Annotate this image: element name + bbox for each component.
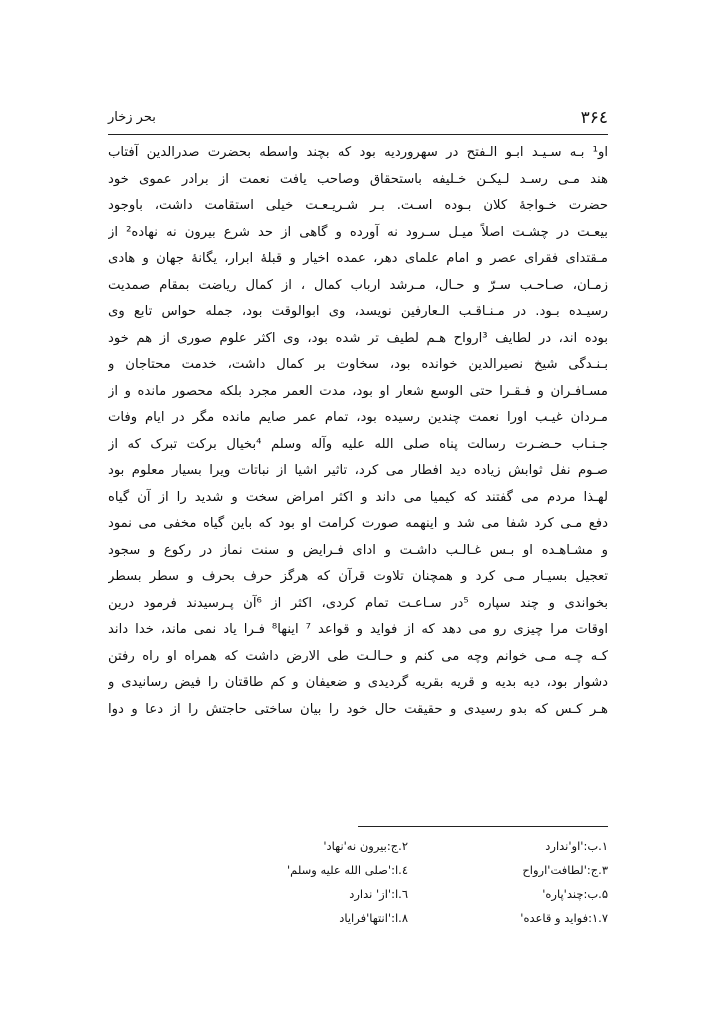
- text-line: حضرت خـواجهٔ کلان بـوده اسـت. بـر شـریـعـت خیلی استقامت داشت، باوجود: [108, 198, 608, 213]
- footnote-row: [108, 906, 608, 930]
- text-line: لهـذا مردم می گفتند که کیمیا می داند و اکثر امراض سخت و شدید را از آن گیاه: [108, 489, 608, 505]
- header-rule: [108, 134, 608, 135]
- text-line: بـنـدگی شیخ نصیرالدین خوانده بود، سخاوت بر کمال داشت، خدمت محتاجان و: [108, 357, 608, 372]
- text-line: هـر کـس که بدو رسیدی و حقیقت حال خود را بیان ساختی حاجتش را از دعا و دوا: [108, 701, 608, 717]
- text-line: مـقتدای فقرای عصر و امام علمای دهر، عمده اخیار و قبلهٔ ابرار، یگانهٔ جهان و هادی: [108, 251, 608, 266]
- text-line: او¹ بـه سـیـد ابـو الـفتح در سهروردیه بود که بچند واسطه بحضرت صدرالدین آفتاب: [108, 145, 608, 160]
- footnote: ۳.ج:'لطافت'ارواح: [522, 863, 608, 877]
- footnote: ۲.ج:بیرون نه'نهاد': [323, 839, 408, 853]
- footnote: ۱.ب:'او'ندارد: [545, 839, 608, 853]
- footnote-row: [108, 834, 608, 858]
- text-line: صـوم نفل ثوابش زیاده دید افطار می کرد، تاثیر اشیا از نباتات ویرا بسیار معلوم بود: [108, 463, 608, 478]
- footnote: ۵.ب:چند'پاره': [542, 887, 608, 901]
- text-line: تعجیل بسیـار مـی کرد و همچنان تلاوت قرآن که هرگز حرف بحرف و سطر بسطر: [108, 569, 608, 584]
- text-line: اوقات مرا چیزی رو می دهد که از فواید و قواعد ⁷ اینها⁸ فـرا یاد نمی ماند، خدا داند: [108, 622, 608, 637]
- footnote: ٦.ا:'از' ندارد: [349, 887, 408, 901]
- main-text: [108, 140, 608, 723]
- footnotes: [108, 834, 608, 930]
- footnote-row: [108, 882, 608, 906]
- footnote: ٤.ا:'صلی الله علیه وسلم': [287, 863, 408, 877]
- text-line: دفع مـی کرد شفا می شد و اینهمه صورت کرامت او بود که باین گیاه مخفی می نمود: [108, 516, 608, 531]
- text-line: جـنـاب حـضـرت رسالت پناه صلی الله علیه وآله وسلم ⁴بخیال برکت تبرک که از: [108, 436, 608, 452]
- page-header: [108, 108, 608, 130]
- text-line: هند مـی رسـد لـیکـن خـلیفه باستحقاق وصاحب یافت نعمت از برادر عموی خود: [108, 171, 608, 187]
- text-line: رسیـده بـود. در مـنـاقـب الـعارفین نویسد، وی ابوالوقت بود، جمله حواس تابع وی: [108, 304, 608, 319]
- page-number: ۳۶٤: [580, 108, 608, 128]
- footnote: ۱.۷:فواید و قاعده': [520, 911, 608, 925]
- text-line: بوده اند، در لطایف ³ارواح هـم لطیف تر شده بود، وی اکثر علوم صوری از هم خود: [108, 330, 608, 346]
- text-line: بخواندی و چند سپاره ⁵در سـاعـت تمام کردی، اکثر از ⁶آن پـرسیدند فرمود درین: [108, 595, 608, 611]
- text-line: مـردان غیـب اورا نعمت چندین رسیده بود، تمام عمر صایم مانده مگر در ایام وفات: [108, 410, 608, 425]
- text-line: زمـان، صـاحـب سـرّ و حـال، مـرشد ارباب کمال ، از کمال ریاضت بمقام صمدیت: [108, 277, 608, 293]
- text-line: و مشـاهـده او بـس غـالـب داشـت و ادای فـرایض و سنت نماز در رکوع و سجود: [108, 542, 608, 558]
- running-title: بحر زخار: [108, 110, 156, 125]
- footnote-row: [108, 858, 608, 882]
- text-line: کـه چـه مـی خوانم وچه می کنم و حـالـت طی الارض داشت که همراه او راه رفتن: [108, 648, 608, 664]
- footnote-rule: [358, 826, 608, 827]
- text-line: دشوار بود، دیه بدیه و قریه بقریه گردیدی و ضعیفان و کم طاقتان را فیض رسانیدی و: [108, 675, 608, 690]
- text-line: مسـافـران و فـقـرا حتی الوسع شعار او بود، مدت العمر مجرد بلکه محصور مانده و از: [108, 383, 608, 399]
- footnote: ۸.ا:'انتها'فرایاد: [339, 911, 408, 925]
- text-line: بیعـت در چشـت اصلاً میـل سـرود نه آورده و گاهی از حد شرع بیرون نه نهاده² از: [108, 224, 608, 240]
